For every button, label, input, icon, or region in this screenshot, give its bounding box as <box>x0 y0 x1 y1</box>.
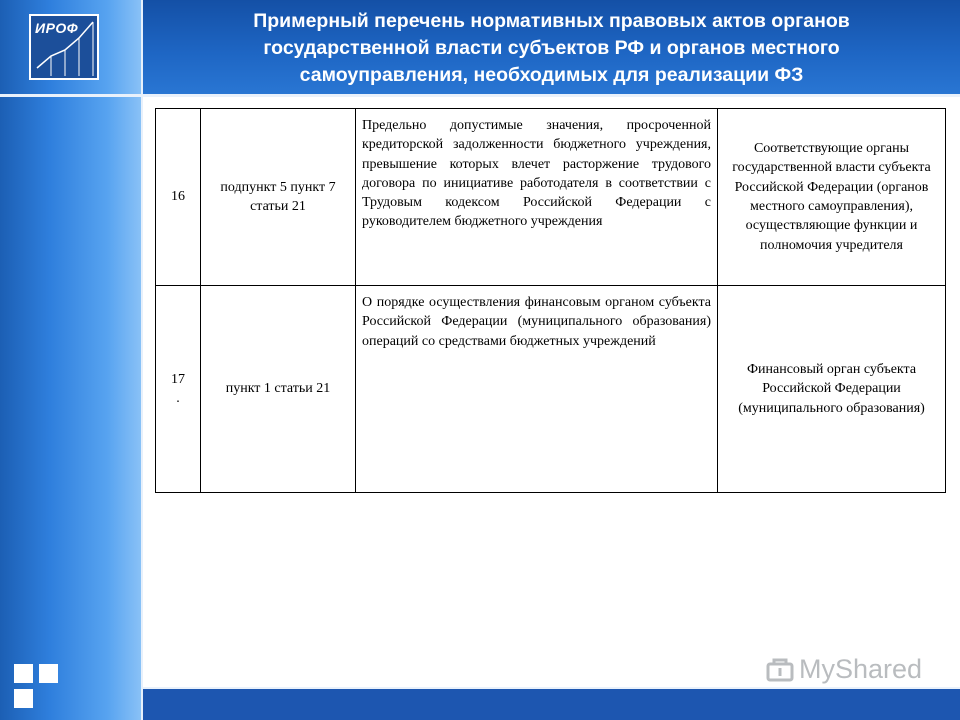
page-title <box>143 8 960 89</box>
table-row <box>156 286 946 493</box>
logo-text: ИРОФ <box>35 20 79 36</box>
act-description: Предельно допустимые значения, просроченной кредиторской задолженности бюджетного учреждения, превышение которых влечет расторжение трудового договора по инициативе работодателя в соответствии с Трудовым кодексом Российской Федерации с руководителем бюджетного учреждения <box>356 109 718 286</box>
title-line-3: самоуправления, необходимых для реализации ФЗ <box>299 64 804 86</box>
row-number: 16 <box>156 109 201 286</box>
bottom-bar <box>143 687 960 720</box>
row-number-suffix: . <box>176 391 180 406</box>
regulations-table <box>155 108 946 493</box>
myshared-logo-icon <box>765 655 795 683</box>
row-number: 17 <box>171 371 185 387</box>
law-reference: пункт 1 статьи 21 <box>201 286 356 493</box>
decor-square <box>39 664 58 683</box>
column-divider <box>141 0 143 720</box>
title-banner <box>143 0 960 97</box>
irof-logo <box>29 14 99 80</box>
title-line-2: государственной власти субъектов РФ и органов местного <box>263 37 840 59</box>
law-reference: подпункт 5 пункт 7 статьи 21 <box>201 109 356 286</box>
responsible-authority: Соответствующие органы государственной власти субъекта Российской Федерации (органов местного самоуправления), осуществляющие функции и полномочия учредителя <box>718 109 946 286</box>
left-top-rule <box>0 94 143 97</box>
decor-square <box>14 689 33 708</box>
act-description: О порядке осуществления финансовым органом субъекта Российской Федерации (муниципального образования) операций со средствами бюджетных учреждений <box>356 286 718 493</box>
left-decor-column <box>0 0 143 720</box>
title-rule <box>143 94 960 97</box>
title-line-1: Примерный перечень нормативных правовых актов органов <box>253 10 850 32</box>
decor-square <box>14 664 33 683</box>
row-number-cell <box>156 286 201 493</box>
table-row <box>156 109 946 286</box>
myshared-watermark <box>765 652 922 686</box>
watermark-text: MyShared <box>799 653 923 684</box>
responsible-authority: Финансовый орган субъекта Российской Федерации (муниципального образования) <box>718 286 946 493</box>
bottom-rule <box>143 687 960 689</box>
